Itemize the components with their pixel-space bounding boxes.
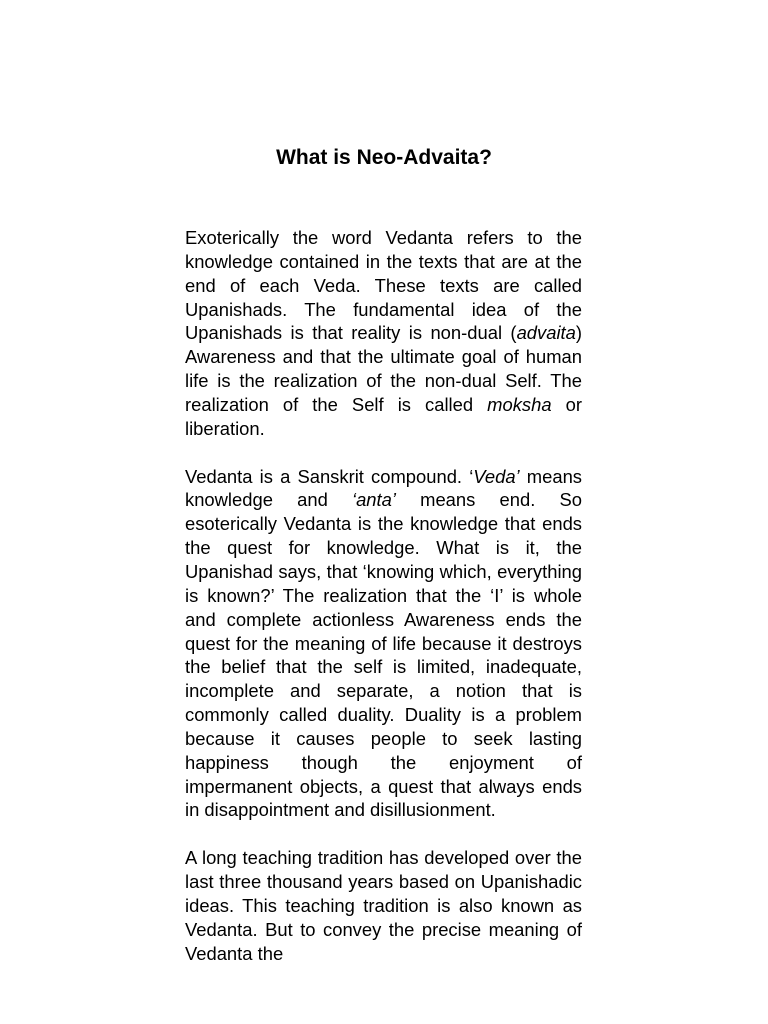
italic-term-veda: Veda’ [473, 465, 520, 487]
text-run: ) Awareness and that the ultimate goal of human life is the realization of the non-dual Self. The realization of the Self is called [185, 322, 582, 415]
paragraph-2 [185, 465, 582, 823]
paragraph-1 [185, 226, 582, 441]
text-run: Exoterically the word Vedanta refers to the knowledge contained in the texts that are at the end of each Veda. These texts are called Upanishads. The fundamental idea of the Upanishads is that reality is non-dual ( [185, 227, 582, 344]
italic-term-anta: ‘anta’ [351, 489, 396, 511]
text-run: Vedanta is a Sanskrit compound. ‘ [185, 465, 474, 487]
text-run: means end. So esoterically Vedanta is the knowledge that ends the quest for knowledge. What is it, the Upanishad says, that ‘knowing which, everything is known?’ The realization that the ‘I’ is whole and complete actionless Awareness ends the quest for the meaning of life because it destroys the belief that the self is limited, inadequate, incomplete and separate, a notion that is commonly called duality. Duality is a problem because it causes people to seek lasting happiness though the enjoyment of impermanent objects, a quest that always ends in disappointment and disillusionment. [185, 489, 582, 821]
text-run: means knowledge and [185, 465, 582, 511]
text-run: or liberation. [185, 393, 582, 439]
text-run: A long teaching tradition has developed over the last three thousand years based on Upanishadic ideas. This teaching tradition is also known as Vedanta. But to convey the precise meaning of Vedanta the [185, 847, 582, 964]
page-title: What is Neo-Advaita? [276, 146, 492, 169]
body-text [185, 226, 582, 989]
italic-term-moksha: moksha [487, 393, 552, 415]
italic-term-advaita: advaita [516, 322, 576, 344]
paragraph-3 [185, 846, 582, 965]
